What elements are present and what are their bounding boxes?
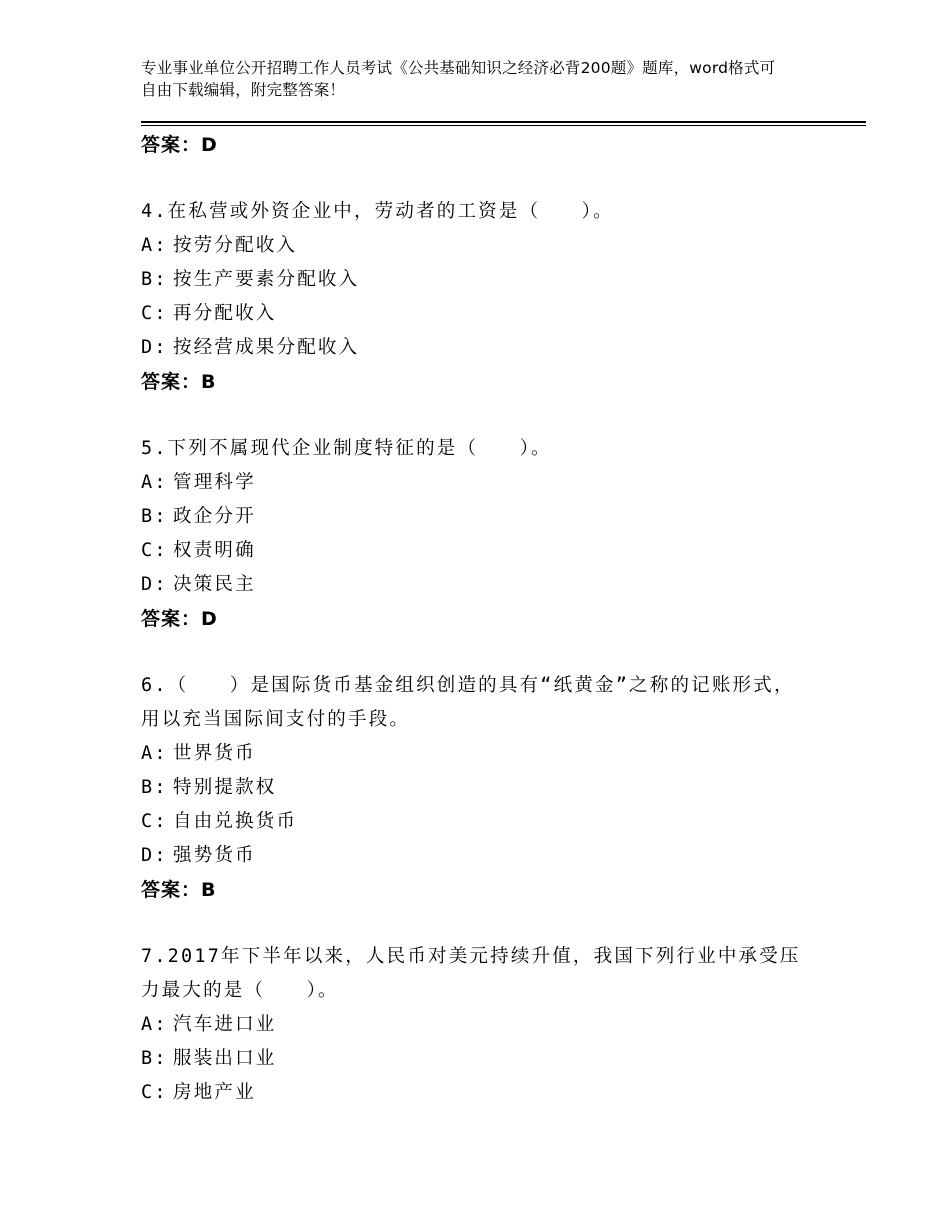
answer-label: 答案：B bbox=[141, 371, 217, 393]
option-text: 政企分开 bbox=[173, 506, 256, 527]
option-letter: C: bbox=[141, 540, 168, 561]
option-letter: A: bbox=[141, 472, 168, 493]
option-letter: B: bbox=[141, 269, 168, 290]
question-stem: 4.在私营或外资企业中，劳动者的工资是（ ）。 bbox=[141, 201, 614, 222]
option-c bbox=[141, 805, 811, 839]
option-d bbox=[141, 568, 811, 602]
option-b bbox=[141, 771, 811, 805]
option-letter: A: bbox=[141, 1014, 168, 1035]
option-b bbox=[141, 263, 811, 297]
option-c bbox=[141, 1076, 811, 1110]
question-5 bbox=[141, 432, 811, 636]
option-text: 特别提款权 bbox=[173, 777, 277, 798]
header-rule-thick bbox=[141, 121, 866, 123]
answer-label: 答案：D bbox=[141, 608, 218, 630]
option-a bbox=[141, 1008, 811, 1042]
option-a bbox=[141, 466, 811, 500]
option-text: 世界货币 bbox=[173, 743, 256, 764]
option-d bbox=[141, 839, 811, 873]
question-stem: 6.（ ）是国际货币基金组织创造的具有“纸黄金”之称的记账形式，用以充当国际间支付的手段。 bbox=[141, 675, 795, 730]
option-text: 按劳分配收入 bbox=[173, 235, 298, 256]
option-letter: C: bbox=[141, 1082, 168, 1103]
option-letter: B: bbox=[141, 506, 168, 527]
option-letter: A: bbox=[141, 743, 168, 764]
question-stem: 5.下列不属现代企业制度特征的是（ ）。 bbox=[141, 438, 552, 459]
option-text: 权责明确 bbox=[173, 540, 256, 561]
option-c bbox=[141, 534, 811, 568]
option-text: 强势货币 bbox=[173, 845, 256, 866]
option-text: 再分配收入 bbox=[173, 303, 277, 324]
option-letter: B: bbox=[141, 777, 168, 798]
option-letter: B: bbox=[141, 1048, 168, 1069]
option-text: 按经营成果分配收入 bbox=[173, 337, 360, 358]
question-list bbox=[141, 128, 811, 1110]
page-header: 专业事业单位公开招聘工作人员考试《公共基础知识之经济必背200题》题库，word格式可自由下载编辑，附完整答案！ bbox=[141, 59, 776, 99]
option-text: 服装出口业 bbox=[173, 1048, 277, 1069]
option-a bbox=[141, 229, 811, 263]
option-text: 管理科学 bbox=[173, 472, 256, 493]
question-7 bbox=[141, 940, 811, 1110]
header-rule-thin bbox=[141, 125, 866, 126]
answer-label: 答案：B bbox=[141, 879, 217, 901]
option-text: 决策民主 bbox=[173, 574, 256, 595]
option-letter: D: bbox=[141, 337, 168, 358]
option-letter: C: bbox=[141, 811, 168, 832]
option-letter: D: bbox=[141, 574, 168, 595]
option-b bbox=[141, 500, 811, 534]
option-text: 自由兑换货币 bbox=[173, 811, 298, 832]
question-4 bbox=[141, 195, 811, 399]
option-a bbox=[141, 737, 811, 771]
option-b bbox=[141, 1042, 811, 1076]
question-stem: 7.2017年下半年以来，人民币对美元持续升值，我国下列行业中承受压力最大的是（ ）。 bbox=[141, 946, 801, 1001]
option-c bbox=[141, 297, 811, 331]
option-letter: A: bbox=[141, 235, 168, 256]
option-letter: C: bbox=[141, 303, 168, 324]
option-letter: D: bbox=[141, 845, 168, 866]
answer-label: 答案：D bbox=[141, 134, 218, 156]
option-text: 按生产要素分配收入 bbox=[173, 269, 360, 290]
option-d bbox=[141, 331, 811, 365]
option-text: 汽车进口业 bbox=[173, 1014, 277, 1035]
option-text: 房地产业 bbox=[173, 1082, 256, 1103]
question-6 bbox=[141, 669, 811, 907]
